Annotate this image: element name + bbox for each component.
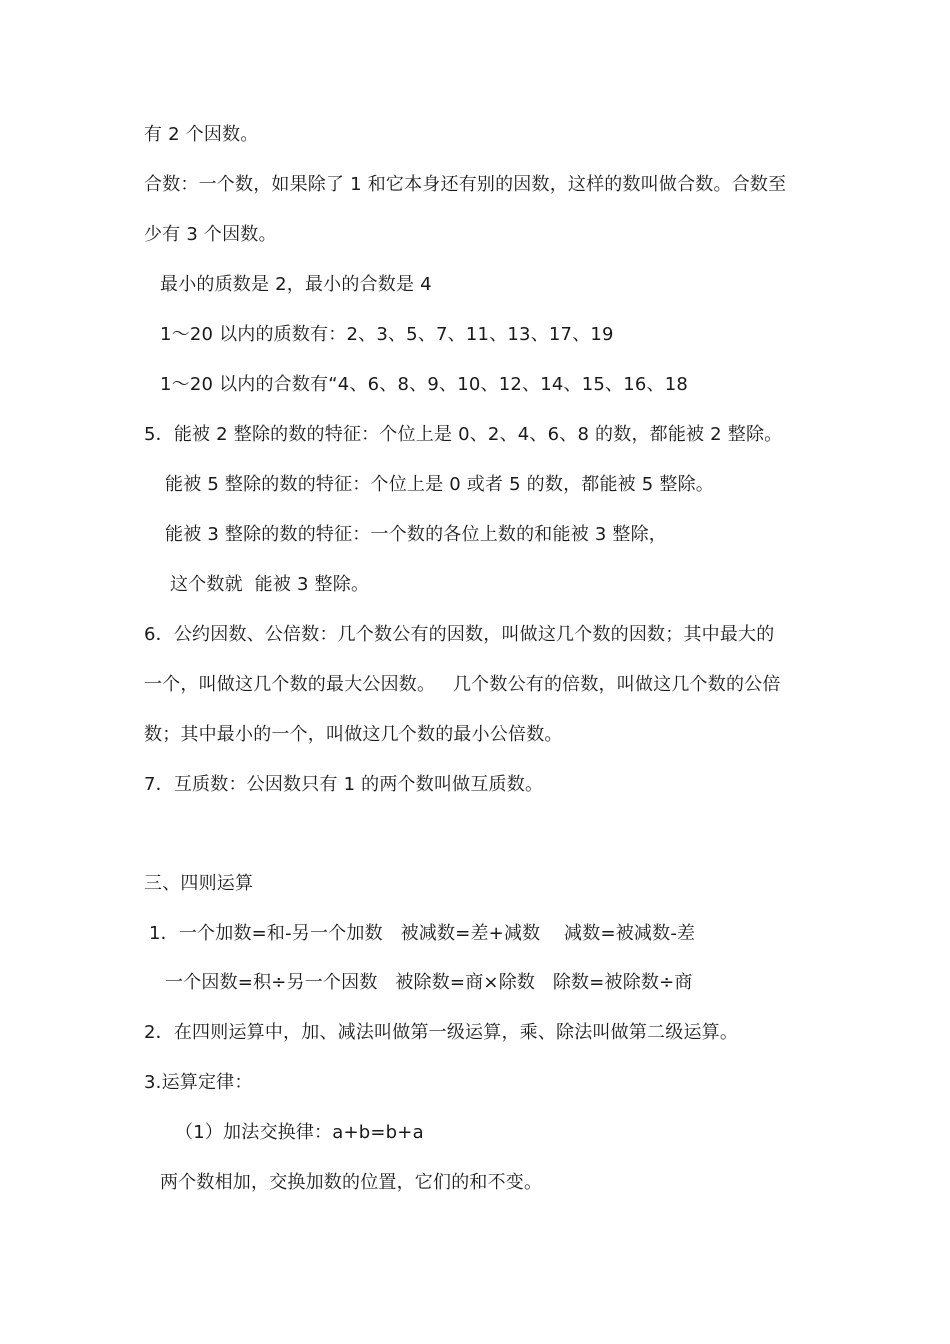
text-line: 两个数相加，交换加数的位置，它们的和不变。 — [160, 1172, 543, 1193]
text-line: 1～20 以内的质数有：2、3、5、7、11、13、17、19 — [160, 324, 614, 345]
text-line: 一个因数=积÷另一个因数 被除数=商×除数 除数=被除数÷商 — [165, 972, 693, 993]
text-line: 能被 3 整除的数的特征：一个数的各位上数的和能被 3 整除， — [165, 524, 667, 545]
text-line: 最小的质数是 2，最小的合数是 4 — [160, 274, 432, 295]
text-line: 6．公约因数、公倍数：几个数公有的因数，叫做这几个数的因数；其中最大的 — [144, 624, 775, 645]
text-line: 7．互质数：公因数只有 1 的两个数叫做互质数。 — [144, 774, 544, 795]
text-line: （1）加法交换律：a+b=b+a — [175, 1122, 424, 1143]
text-line: 有 2 个因数。 — [144, 124, 259, 145]
section-heading: 三、四则运算 — [144, 873, 254, 894]
text-line: 1～20 以内的合数有“4、6、8、9、10、12、14、15、16、18 — [160, 374, 689, 395]
text-line: 1．一个加数=和-另一个加数 被减数=差+减数 减数=被减数-差 — [149, 923, 696, 944]
text-line: 3.运算定律： — [144, 1072, 253, 1093]
text-line: 数；其中最小的一个，叫做这几个数的最小公倍数。 — [144, 724, 563, 745]
text-line: 少有 3 个因数。 — [144, 224, 277, 245]
text-line: 一个，叫做这几个数的最大公因数。 几个数公有的倍数，叫做这几个数的公倍 — [144, 674, 781, 695]
text-line: 合数：一个数，如果除了 1 和它本身还有别的因数，这样的数叫做合数。合数至 — [144, 174, 787, 195]
text-line: 2．在四则运算中，加、减法叫做第一级运算，乘、除法叫做第二级运算。 — [144, 1022, 739, 1043]
text-line: 这个数就 能被 3 整除。 — [170, 574, 370, 595]
text-line: 5．能被 2 整除的数的特征：个位上是 0、2、4、6、8 的数，都能被 2 整除。 — [144, 424, 783, 445]
text-line: 能被 5 整除的数的特征：个位上是 0 或者 5 的数，都能被 5 整除。 — [165, 474, 714, 495]
